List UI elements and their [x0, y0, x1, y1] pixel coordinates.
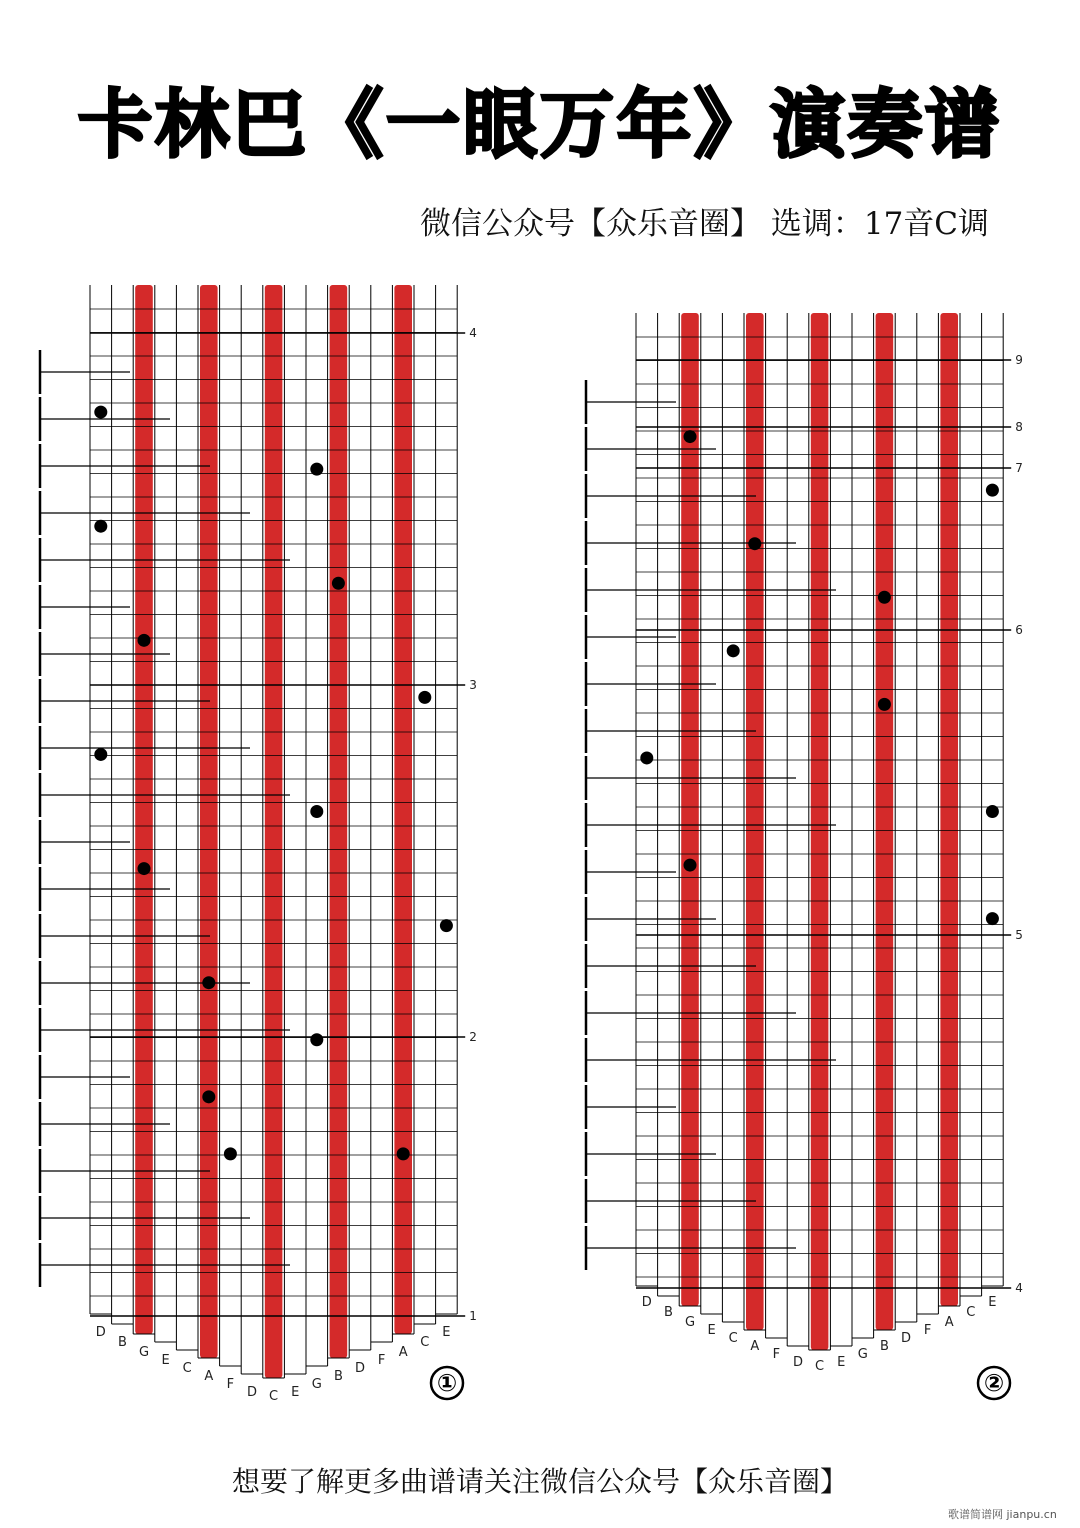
- key-label: F: [772, 1347, 781, 1362]
- note-dot: [986, 912, 999, 925]
- note-dot: [397, 1147, 410, 1160]
- key-label: D: [95, 1325, 106, 1340]
- measure-number: 5: [1015, 928, 1023, 942]
- tab-panel-1: [40, 285, 477, 1404]
- key-label: D: [900, 1331, 912, 1346]
- note-dot: [440, 919, 453, 932]
- note-dot: [684, 859, 697, 872]
- note-dot: [138, 862, 151, 875]
- measure-number: 3: [469, 678, 477, 692]
- page-number: ②: [983, 1369, 1005, 1397]
- note-dot: [310, 805, 323, 818]
- measure-number: 6: [1015, 623, 1023, 637]
- note-dot: [310, 1033, 323, 1046]
- note-dot: [418, 691, 431, 704]
- measure-number: 7: [1015, 461, 1023, 475]
- note-dot: [94, 520, 107, 533]
- note-dot: [640, 751, 653, 764]
- key-label: A: [944, 1315, 954, 1330]
- note-dot: [878, 698, 891, 711]
- key-label: E: [161, 1353, 170, 1368]
- note-dot: [202, 976, 215, 989]
- note-dot: [986, 805, 999, 818]
- note-dot: [684, 430, 697, 443]
- red-key-1: [135, 285, 153, 1334]
- footer-note: 想要了解更多曲谱请关注微信公众号【众乐音圈】: [231, 1465, 848, 1498]
- note-dot: [310, 463, 323, 476]
- key-label: C: [815, 1359, 825, 1374]
- key-label: G: [138, 1345, 150, 1360]
- red-key-4: [876, 313, 894, 1330]
- page-title: 卡林巴《一眼万年》演奏谱: [78, 82, 1002, 168]
- note-dot: [202, 1090, 215, 1103]
- key-label: C: [966, 1305, 976, 1320]
- measure-number: 4: [469, 326, 477, 340]
- note-dot: [94, 748, 107, 761]
- key-label: C: [728, 1331, 738, 1346]
- measure-number: 9: [1015, 353, 1023, 367]
- red-key-2: [200, 285, 218, 1358]
- key-label: C: [182, 1361, 192, 1376]
- note-dot: [986, 484, 999, 497]
- note-dot: [138, 634, 151, 647]
- key-label: G: [311, 1377, 322, 1392]
- key-label: B: [663, 1305, 673, 1320]
- key-label: A: [204, 1369, 214, 1384]
- red-key-3: [265, 285, 283, 1378]
- red-key-2: [746, 313, 764, 1330]
- key-label: C: [269, 1389, 279, 1404]
- key-label: E: [707, 1323, 716, 1338]
- key-label: B: [879, 1339, 889, 1354]
- red-key-5: [940, 313, 958, 1306]
- measure-number: 2: [469, 1030, 477, 1044]
- page-number: ①: [436, 1369, 458, 1397]
- red-key-4: [330, 285, 348, 1358]
- key-label: E: [291, 1385, 300, 1400]
- key-label: C: [420, 1335, 430, 1350]
- note-dot: [727, 644, 740, 657]
- note-dot: [332, 577, 345, 590]
- key-label: D: [792, 1355, 804, 1370]
- key-label: G: [684, 1315, 696, 1330]
- key-label: D: [641, 1295, 652, 1310]
- key-label: F: [923, 1323, 932, 1338]
- key-label: G: [857, 1347, 868, 1362]
- key-label: F: [226, 1377, 235, 1392]
- measure-number: 1: [469, 1309, 477, 1323]
- note-dot: [878, 591, 891, 604]
- tab-panel-2: [586, 313, 1023, 1399]
- key-label: E: [442, 1325, 451, 1340]
- measure-number: 4: [1015, 1281, 1023, 1295]
- key-label: E: [837, 1355, 846, 1370]
- note-dot: [94, 406, 107, 419]
- key-label: B: [117, 1335, 127, 1350]
- note-dot: [224, 1147, 237, 1160]
- measure-number: 8: [1015, 420, 1023, 434]
- key-label: E: [988, 1295, 997, 1310]
- note-dot: [748, 537, 761, 550]
- key-label: A: [398, 1345, 408, 1360]
- key-label: D: [354, 1361, 366, 1376]
- red-key-5: [394, 285, 412, 1334]
- key-label: B: [333, 1369, 343, 1384]
- red-key-1: [681, 313, 699, 1306]
- key-label: A: [750, 1339, 760, 1354]
- key-label: D: [246, 1385, 258, 1400]
- key-label: F: [377, 1353, 386, 1368]
- watermark: 歌谱简谱网 jianpu.cn: [948, 1508, 1057, 1521]
- subtitle-info: 微信公众号【众乐音圈】 选调：17音C调: [420, 206, 990, 242]
